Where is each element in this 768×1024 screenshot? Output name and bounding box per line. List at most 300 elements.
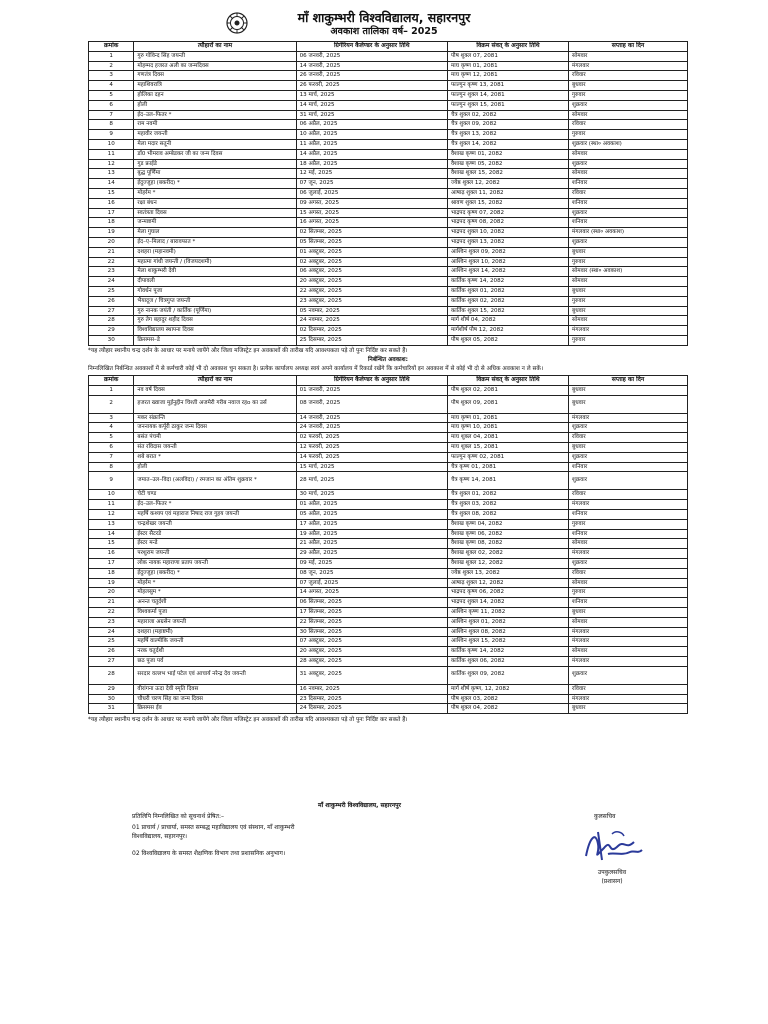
table-row: [89, 627, 688, 637]
cell-gregorian-date: 01 जनवरी, 2025: [296, 385, 447, 395]
cell-gregorian-date: 21 अप्रैल, 2025: [296, 539, 447, 549]
table-row: [89, 666, 688, 684]
table-row: [89, 647, 688, 657]
table-row: [89, 462, 688, 472]
cell-gregorian-date: 13 मार्च, 2025: [296, 90, 447, 100]
cell-vikram-date: पौष शुक्ल 05, 2082: [447, 335, 568, 345]
holiday-footnote: *यह त्यौहार स्थानीय चन्द्र दर्शन के आधार पर मनाये जायेंगे और जिला मजिस्ट्रेट इन अवकाशों की तारीख यदि आवश्यकता पड़े तो पुनः निर्दिष्ट कर सकते हैं।: [88, 348, 408, 354]
cell-serial: 27: [89, 306, 134, 316]
cell-festival-name: महावीर जयन्ती: [134, 130, 296, 140]
cell-festival-name: गुड फ्राईडे: [134, 159, 296, 169]
cell-vikram-date: वैशाख शुक्ल 15, 2082: [447, 169, 568, 179]
cell-vikram-date: फाल्गुन कृष्ण 02, 2081: [447, 452, 568, 462]
cell-vikram-date: वैशाख कृष्ण 05, 2082: [447, 159, 568, 169]
cell-weekday: शुक्रवार: [569, 558, 688, 568]
cell-gregorian-date: 12 मई, 2025: [296, 169, 447, 179]
table-row: [89, 704, 688, 714]
cell-gregorian-date: 09 मई, 2025: [296, 558, 447, 568]
cell-weekday: गुरुवार: [569, 335, 688, 345]
cell-weekday: गुरुवार: [569, 130, 688, 140]
cell-vikram-date: कार्तिक शुक्ल 01, 2082: [447, 286, 568, 296]
cell-weekday: सोमवार: [569, 110, 688, 120]
table-header-row: [89, 42, 688, 52]
cell-weekday: मंगलवार: [569, 413, 688, 423]
deputy-registrar-title: उपकुलसचिव: [597, 869, 627, 876]
cell-weekday: मंगलवार: [569, 694, 688, 704]
table-row: [89, 237, 688, 247]
cell-serial: 1: [89, 51, 134, 61]
table-row: [89, 558, 688, 568]
cell-serial: 30: [89, 335, 134, 345]
cell-gregorian-date: 07 जून, 2025: [296, 179, 447, 189]
table-row: [89, 598, 688, 608]
cell-festival-name: ईद–ए–मिलाद / बारावफात *: [134, 237, 296, 247]
cell-vikram-date: कार्तिक कृष्ण 14, 2082: [447, 647, 568, 657]
cell-weekday: शुक्रवार: [569, 159, 688, 169]
table-row: [89, 529, 688, 539]
cell-vikram-date: कार्तिक शुक्ल 06, 2082: [447, 656, 568, 666]
cell-gregorian-date: 30 मार्च, 2025: [296, 490, 447, 500]
cell-gregorian-date: 22 अक्टूबर, 2025: [296, 286, 447, 296]
table-row: [89, 61, 688, 71]
cell-serial: 11: [89, 500, 134, 510]
cell-vikram-date: भाद्रपद कृष्ण 08, 2082: [447, 218, 568, 228]
cell-gregorian-date: 02 सितम्बर, 2025: [296, 228, 447, 238]
cell-vikram-date: माघ कृष्ण 10, 2081: [447, 423, 568, 433]
cell-serial: 12: [89, 159, 134, 169]
cell-festival-name: मेला गुघाल: [134, 228, 296, 238]
deputy-registrar-signature: [578, 826, 648, 866]
copy-item-1: 01 प्राचार्य / प्राचार्या, समस्त सम्बद्ध महाविद्यालय एवं संस्थान, माँ शाकुम्भरी विश्वविद्यालय, सहारनपुर।: [132, 824, 295, 840]
cell-vikram-date: आश्विन शुक्ल 08, 2082: [447, 627, 568, 637]
cell-serial: 28: [89, 666, 134, 684]
cell-festival-name: जन्माष्टमी: [134, 218, 296, 228]
cell-gregorian-date: 16 नवम्बर, 2025: [296, 684, 447, 694]
cell-weekday: बुधवार: [569, 247, 688, 257]
cell-gregorian-date: 06 अक्टूबर, 2025: [296, 267, 447, 277]
copy-to-block: [132, 812, 302, 858]
cell-gregorian-date: 26 जनवरी, 2025: [296, 71, 447, 81]
cell-gregorian-date: 31 मार्च, 2025: [296, 110, 447, 120]
restricted-holidays-table: [88, 375, 688, 714]
cell-weekday: सोमवार: [569, 149, 688, 159]
cell-vikram-date: पौष शुक्ल 03, 2082: [447, 694, 568, 704]
cell-serial: 28: [89, 316, 134, 326]
cell-vikram-date: फाल्गुन शुक्ल 14, 2081: [447, 90, 568, 100]
cell-gregorian-date: 06 जुलाई, 2025: [296, 188, 447, 198]
cell-festival-name: मोहलसुम *: [134, 588, 296, 598]
table-row: [89, 316, 688, 326]
cell-vikram-date: श्रावण शुक्ल 15, 2082: [447, 198, 568, 208]
cell-vikram-date: कार्तिक शुक्ल 09, 2082: [447, 666, 568, 684]
cell-weekday: शुक्रवार: [569, 452, 688, 462]
cell-serial: 27: [89, 656, 134, 666]
table-row: [89, 413, 688, 423]
cell-vikram-date: मार्गशीर्ष पौष 12, 2082: [447, 326, 568, 336]
cell-weekday: सोमवार: [569, 539, 688, 549]
cell-gregorian-date: 31 अक्टूबर, 2025: [296, 666, 447, 684]
cell-weekday: शुक्रवार: [569, 100, 688, 110]
column-header-festival: त्यौहारों का नाम: [134, 42, 296, 52]
table-row: [89, 257, 688, 267]
cell-vikram-date: आश्विन शुक्ल 14, 2082: [447, 267, 568, 277]
cell-weekday: रविवार: [569, 188, 688, 198]
cell-vikram-date: चैत्र कृष्ण 14, 2081: [447, 472, 568, 490]
cell-vikram-date: आश्विन शुक्ल 10, 2082: [447, 257, 568, 267]
cell-gregorian-date: 08 जनवरी, 2025: [296, 395, 447, 413]
cell-vikram-date: भाद्रपद कृष्ण 07, 2082: [447, 208, 568, 218]
table-row: [89, 684, 688, 694]
table-row: [89, 385, 688, 395]
cell-weekday: सोमवार: [569, 51, 688, 61]
cell-vikram-date: वैशाख कृष्ण 04, 2082: [447, 519, 568, 529]
cell-weekday: शनिवार: [569, 179, 688, 189]
column-header-gregorian: ग्रिगेरियन कैलेण्डर के अनुसार तिथि: [296, 42, 447, 52]
table-row: [89, 395, 688, 413]
cell-vikram-date: माघ कृष्ण 12, 2081: [447, 71, 568, 81]
cell-festival-name: क्रिसमस ईव: [134, 704, 296, 714]
cell-serial: 9: [89, 130, 134, 140]
cell-vikram-date: पौष शुक्ल 07, 2081: [447, 51, 568, 61]
cell-serial: 10: [89, 139, 134, 149]
cell-weekday: गुरुवार: [569, 257, 688, 267]
table-row: [89, 149, 688, 159]
table-row: [89, 228, 688, 238]
table-row: [89, 169, 688, 179]
cell-serial: 14: [89, 529, 134, 539]
cell-vikram-date: फाल्गुन शुक्ल 15, 2081: [447, 100, 568, 110]
cell-serial: 13: [89, 169, 134, 179]
cell-serial: 8: [89, 462, 134, 472]
cell-weekday: शनिवार: [569, 198, 688, 208]
cell-festival-name: भैयादूज / चित्रगुप्त जयन्ती: [134, 296, 296, 306]
cell-gregorian-date: 06 जनवरी, 2025: [296, 51, 447, 61]
table-row: [89, 286, 688, 296]
cell-festival-name: महर्षि कश्यप एवं महाराज निषाद राज गुहय जयन्ती: [134, 509, 296, 519]
cell-vikram-date: चैत्र शुक्ल 08, 2082: [447, 509, 568, 519]
cell-serial: 22: [89, 257, 134, 267]
cell-festival-name: सरदार वल्लभ भाई पटेल एवं आचार्य नरेन्द्र देव जयन्ती: [134, 666, 296, 684]
cell-weekday: बुधवार: [569, 306, 688, 316]
cell-festival-name: होली: [134, 462, 296, 472]
cell-vikram-date: मार्ग शीर्ष 04, 2082: [447, 316, 568, 326]
cell-gregorian-date: 14 जनवरी, 2025: [296, 61, 447, 71]
cell-gregorian-date: 14 अप्रैल, 2025: [296, 149, 447, 159]
cell-vikram-date: आश्विन कृष्ण 11, 2082: [447, 607, 568, 617]
cell-serial: 6: [89, 442, 134, 452]
cell-serial: 2: [89, 395, 134, 413]
cell-serial: 31: [89, 704, 134, 714]
table-row: [89, 423, 688, 433]
cell-festival-name: छठ पूजा पर्व: [134, 656, 296, 666]
column-header-weekday: सप्ताह का दिन: [569, 376, 688, 386]
cell-gregorian-date: 22 सितम्बर, 2025: [296, 617, 447, 627]
cell-gregorian-date: 25 दिसम्बर, 2025: [296, 335, 447, 345]
cell-serial: 29: [89, 326, 134, 336]
cell-festival-name: मकर संक्रान्ति: [134, 413, 296, 423]
cell-festival-name: मेला मदार सतूनी: [134, 139, 296, 149]
cell-serial: 20: [89, 237, 134, 247]
cell-serial: 15: [89, 188, 134, 198]
cell-festival-name: विश्वविद्यालय स्थापना दिवस: [134, 326, 296, 336]
cell-vikram-date: वैशाख शुक्ल 12, 2082: [447, 558, 568, 568]
cell-serial: 23: [89, 617, 134, 627]
cell-festival-name: चेटी चण्ड: [134, 490, 296, 500]
column-header-weekday: सप्ताह का दिन: [569, 42, 688, 52]
cell-vikram-date: आश्विन शुक्ल 01, 2082: [447, 617, 568, 627]
cell-gregorian-date: 28 मार्च, 2025: [296, 472, 447, 490]
cell-festival-name: दशहरा (महाष्टमी): [134, 627, 296, 637]
cell-gregorian-date: 26 फरवरी, 2025: [296, 81, 447, 91]
registrar-title: कुलसचिव: [594, 813, 616, 820]
cell-weekday: सोमवार: [569, 647, 688, 657]
cell-festival-name: गणतंत्र दिवस: [134, 71, 296, 81]
cell-serial: 26: [89, 296, 134, 306]
cell-weekday: बुधवार: [569, 607, 688, 617]
table-row: [89, 51, 688, 61]
cell-gregorian-date: 24 जनवरी, 2025: [296, 423, 447, 433]
cell-vikram-date: आषाढ़ शुक्ल 11, 2082: [447, 188, 568, 198]
column-header-gregorian: ग्रिगेरियन कैलेण्डर के अनुसार तिथि: [296, 376, 447, 386]
cell-serial: 4: [89, 423, 134, 433]
cell-festival-name: ईस्टर मन्डे: [134, 539, 296, 549]
cell-gregorian-date: 23 अक्टूबर, 2025: [296, 296, 447, 306]
table-row: [89, 81, 688, 91]
cell-festival-name: मोहर्रम *: [134, 578, 296, 588]
cell-serial: 29: [89, 684, 134, 694]
cell-serial: 21: [89, 247, 134, 257]
table-row: [89, 71, 688, 81]
cell-weekday: सोमवार: [569, 578, 688, 588]
cell-gregorian-date: 06 अप्रैल, 2025: [296, 120, 447, 130]
cell-weekday: शनिवार: [569, 529, 688, 539]
cell-vikram-date: चैत्र शुक्ल 09, 2082: [447, 120, 568, 130]
cell-festival-name: परशुराम जयन्ती: [134, 549, 296, 559]
cell-weekday: रविवार: [569, 568, 688, 578]
cell-weekday: बुधवार: [569, 81, 688, 91]
cell-serial: 14: [89, 179, 134, 189]
table-row: [89, 539, 688, 549]
cell-festival-name: महर्षि वाल्मीकि जयन्ती: [134, 637, 296, 647]
cell-serial: 25: [89, 637, 134, 647]
table-row: [89, 198, 688, 208]
cell-festival-name: ईद–उल–फितर *: [134, 500, 296, 510]
cell-weekday: शुक्रवार: [569, 208, 688, 218]
cell-festival-name: मेला शाकुम्भरी देवी: [134, 267, 296, 277]
cell-serial: 11: [89, 149, 134, 159]
table-row: [89, 442, 688, 452]
cell-weekday: रविवार: [569, 490, 688, 500]
cell-serial: 9: [89, 472, 134, 490]
cell-gregorian-date: 24 नवम्बर, 2025: [296, 316, 447, 326]
table-row: [89, 110, 688, 120]
cell-vikram-date: चैत्र शुक्ल 13, 2082: [447, 130, 568, 140]
deputy-registrar-sub: (प्रशासन): [601, 878, 623, 885]
cell-serial: 10: [89, 490, 134, 500]
cell-serial: 16: [89, 198, 134, 208]
cell-festival-name: ईद–उल–फितर *: [134, 110, 296, 120]
table-row: [89, 218, 688, 228]
cell-gregorian-date: 17 सितम्बर, 2025: [296, 607, 447, 617]
cell-festival-name: वीरांगना ऊदा देवी स्मृति दिवस: [134, 684, 296, 694]
cell-serial: 18: [89, 218, 134, 228]
table-row: [89, 637, 688, 647]
column-header-festival: त्यौहारों का नाम: [134, 376, 296, 386]
cell-serial: 30: [89, 694, 134, 704]
cell-festival-name: गुरु नानक जयंती / कार्तिक (पूर्णिमा): [134, 306, 296, 316]
cell-serial: 7: [89, 110, 134, 120]
cell-gregorian-date: 30 सितम्बर, 2025: [296, 627, 447, 637]
cell-festival-name: नव वर्ष दिवस: [134, 385, 296, 395]
cell-festival-name: ईदुज्जुहा (बकरीद) *: [134, 179, 296, 189]
cell-serial: 24: [89, 277, 134, 287]
cell-festival-name: महात्मा गांधी जयन्ती / (विजयदशमी): [134, 257, 296, 267]
table-row: [89, 617, 688, 627]
cell-gregorian-date: 14 जनवरी, 2025: [296, 413, 447, 423]
cell-gregorian-date: 16 अगस्त, 2025: [296, 218, 447, 228]
cell-vikram-date: भाद्रपद शुक्ल 14, 2082: [447, 598, 568, 608]
cell-festival-name: रक्षा बंधन: [134, 198, 296, 208]
cell-gregorian-date: 05 अप्रैल, 2025: [296, 509, 447, 519]
university-name: माँ शाकुम्भरी विश्वविद्यालय, सहारनपुर: [297, 10, 471, 25]
cell-festival-name: विश्वकर्मा पूजा: [134, 607, 296, 617]
table-row: [89, 694, 688, 704]
table-row: [89, 500, 688, 510]
cell-vikram-date: चैत्र कृष्ण 01, 2081: [447, 462, 568, 472]
cell-serial: 17: [89, 558, 134, 568]
cell-vikram-date: आश्विन शुक्ल 09, 2082: [447, 247, 568, 257]
cell-weekday: बुधवार: [569, 704, 688, 714]
cell-gregorian-date: 02 अक्टूबर, 2025: [296, 257, 447, 267]
table-row: [89, 549, 688, 559]
restricted-footnote: *यह त्यौहार स्थानीय चन्द्र दर्शन के आधार पर मनाये जायेंगे और जिला मजिस्ट्रेट इन अवकाशों की तारीख यदि आवश्यकता पड़े तो पुनः निर्दिष्ट कर सकते हैं।: [88, 717, 408, 723]
cell-festival-name: महाशिवरात्रि: [134, 81, 296, 91]
table-row: [89, 159, 688, 169]
cell-festival-name: बुद्ध पूर्णिमा: [134, 169, 296, 179]
cell-vikram-date: कार्तिक शुक्ल 02, 2082: [447, 296, 568, 306]
cell-weekday: गुरुवार: [569, 296, 688, 306]
cell-serial: 25: [89, 286, 134, 296]
cell-serial: 6: [89, 100, 134, 110]
cell-vikram-date: भाद्रपद शुक्ल 13, 2082: [447, 237, 568, 247]
cell-serial: 19: [89, 228, 134, 238]
cell-serial: 22: [89, 607, 134, 617]
cell-festival-name: गुरु तेग बहादुर शहीद दिवस: [134, 316, 296, 326]
restricted-holidays-intro: निम्नलिखित निर्बन्धित अवकाशों में से कर्मचारी कोई भी दो अवकाश चुन सकता है। प्रत्येक कार्यालय अध्यक्ष स्वयं अपने कार्यालय में रिकार्ड रखेंगे कि कर्मचारियों इन अवकाश में से कोई भी दो से अधिक अवकाश न ले सकें।: [88, 366, 544, 372]
cell-festival-name: जमात–उल–विदा (अलविदा) / रमजान का अंतिम शुक्रवार *: [134, 472, 296, 490]
cell-gregorian-date: 11 अप्रैल, 2025: [296, 139, 447, 149]
cell-vikram-date: ज्येष्ठ शुक्ल 13, 2082: [447, 568, 568, 578]
cell-gregorian-date: 14 अगस्त, 2025: [296, 588, 447, 598]
table-row: [89, 139, 688, 149]
table-row: [89, 179, 688, 189]
cell-serial: 3: [89, 413, 134, 423]
table-row: [89, 306, 688, 316]
cell-festival-name: दीपावली: [134, 277, 296, 287]
cell-gregorian-date: 01 अक्टूबर, 2025: [296, 247, 447, 257]
cell-weekday: सोमवार: [569, 617, 688, 627]
public-holidays-table: [88, 41, 688, 346]
cell-serial: 1: [89, 385, 134, 395]
cell-weekday: शुक्रवार: [569, 666, 688, 684]
cell-serial: 18: [89, 568, 134, 578]
cell-weekday: मंगलवार (स्था० अवकाश): [569, 228, 688, 238]
cell-festival-name: शबे बरात *: [134, 452, 296, 462]
cell-serial: 8: [89, 120, 134, 130]
document-header: [0, 10, 768, 38]
cell-gregorian-date: 23 दिसम्बर, 2025: [296, 694, 447, 704]
cell-vikram-date: मार्ग शीर्ष कृष्ण, 12, 2082: [447, 684, 568, 694]
cell-festival-name: क्रिसमस–डे: [134, 335, 296, 345]
cell-gregorian-date: 07 अक्टूबर, 2025: [296, 637, 447, 647]
cell-weekday: मंगलवार: [569, 500, 688, 510]
cell-vikram-date: वैशाख कृष्ण 01, 2082: [447, 149, 568, 159]
table-row: [89, 656, 688, 666]
table-row: [89, 490, 688, 500]
cell-vikram-date: चैत्र शुक्ल 01, 2082: [447, 490, 568, 500]
cell-serial: 12: [89, 509, 134, 519]
cell-vikram-date: पौष शुक्ल 02, 2081: [447, 385, 568, 395]
cell-weekday: गुरुवार: [569, 588, 688, 598]
table-row: [89, 120, 688, 130]
cell-vikram-date: आषाढ़ शुक्ल 12, 2082: [447, 578, 568, 588]
cell-serial: 2: [89, 61, 134, 71]
cell-gregorian-date: 08 जून, 2025: [296, 568, 447, 578]
cell-festival-name: गोवर्धन पूजा: [134, 286, 296, 296]
cell-vikram-date: ज्येष्ठ शुक्ल 12, 2082: [447, 179, 568, 189]
cell-serial: 5: [89, 433, 134, 443]
cell-gregorian-date: 01 अप्रैल, 2025: [296, 500, 447, 510]
cell-vikram-date: पौष शुक्ल 04, 2082: [447, 704, 568, 714]
cell-serial: 26: [89, 647, 134, 657]
cell-weekday: शुक्रवार (स्था० अवकाश): [569, 139, 688, 149]
cell-gregorian-date: 05 सितम्बर, 2025: [296, 237, 447, 247]
cell-gregorian-date: 17 अप्रैल, 2025: [296, 519, 447, 529]
cell-vikram-date: माघ कृष्ण 01, 2081: [447, 413, 568, 423]
cell-gregorian-date: 02 दिसम्बर, 2025: [296, 326, 447, 336]
cell-festival-name: नरक चतुर्दशी: [134, 647, 296, 657]
cell-gregorian-date: 28 अक्टूबर, 2025: [296, 656, 447, 666]
table-row: [89, 267, 688, 277]
cell-vikram-date: पौष शुक्ल 09, 2081: [447, 395, 568, 413]
cell-festival-name: चौधरी चरण सिंह का जन्म दिवस: [134, 694, 296, 704]
table-row: [89, 472, 688, 490]
cell-weekday: बुधवार: [569, 395, 688, 413]
cell-weekday: शनिवार: [569, 598, 688, 608]
cell-vikram-date: कार्तिक शुक्ल 15, 2082: [447, 306, 568, 316]
cell-weekday: सोमवार: [569, 277, 688, 287]
cell-festival-name: बसंत पंचमी: [134, 433, 296, 443]
table-row: [89, 578, 688, 588]
cell-weekday: शनिवार: [569, 462, 688, 472]
cell-weekday: रविवार: [569, 433, 688, 443]
table-row: [89, 90, 688, 100]
cell-weekday: सोमवार: [569, 169, 688, 179]
cell-gregorian-date: 14 फरवरी, 2025: [296, 452, 447, 462]
cell-gregorian-date: 07 जुलाई, 2025: [296, 578, 447, 588]
cell-festival-name: जननायक कर्पूरी ठाकुर जन्म दिवस: [134, 423, 296, 433]
cell-serial: 20: [89, 588, 134, 598]
table-row: [89, 188, 688, 198]
cell-gregorian-date: 02 फरवरी, 2025: [296, 433, 447, 443]
cell-gregorian-date: 19 अप्रैल, 2025: [296, 529, 447, 539]
cell-festival-name: चन्द्रशेखर जयन्ती: [134, 519, 296, 529]
cell-vikram-date: माघ शुक्ल 15, 2081: [447, 442, 568, 452]
cell-vikram-date: माघ कृष्ण 01, 2081: [447, 61, 568, 71]
cell-vikram-date: माघ शुक्ल 04, 2081: [447, 433, 568, 443]
table-row: [89, 607, 688, 617]
issuer-line: माँ शाकुम्भरी विश्वविद्यालय, सहारनपुर: [318, 802, 401, 809]
